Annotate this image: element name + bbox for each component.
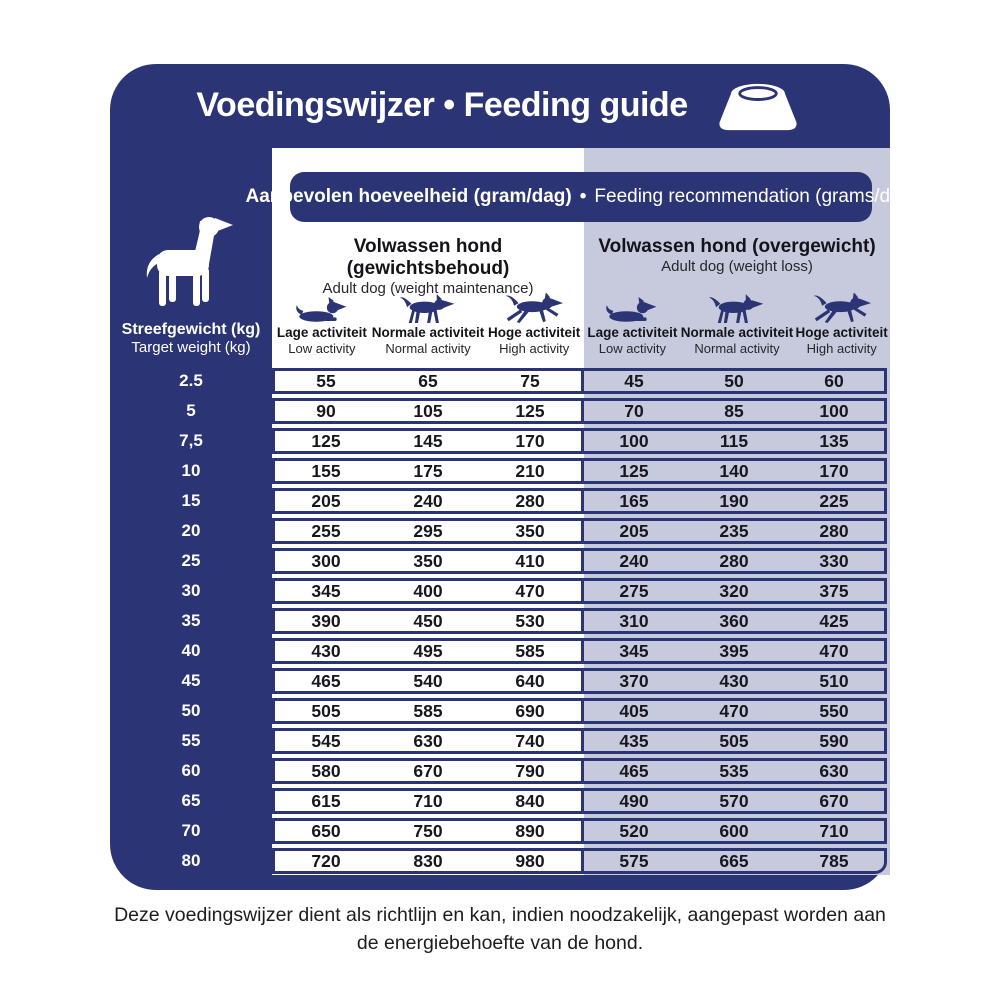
loss-value: 665 (719, 850, 749, 871)
maintenance-value: 255 (311, 520, 341, 541)
maintenance-value: 210 (515, 460, 545, 481)
maintenance-value: 615 (311, 790, 341, 811)
dog-bowl-icon (716, 82, 800, 132)
loss-value: 360 (719, 610, 749, 631)
maintenance-value: 790 (515, 760, 545, 781)
column-label-en: High activity (499, 341, 570, 356)
loss-values (581, 578, 887, 604)
table-row (110, 788, 890, 814)
loss-value: 140 (719, 460, 749, 481)
maintenance-value: 145 (413, 430, 443, 451)
loss-value: 115 (719, 430, 749, 451)
loss-value: 465 (619, 760, 649, 781)
banner-label-nl: Aanbevolen hoeveelheid (gram/dag) (245, 186, 572, 207)
column-label-nl: Lage activiteit (276, 325, 367, 340)
group-title-nl: Volwassen hond (gewichtsbehoud) (346, 236, 510, 279)
maintenance-value: 505 (311, 700, 341, 721)
banner-separator: • (579, 186, 587, 207)
maintenance-values (272, 578, 584, 604)
maintenance-value: 75 (520, 370, 540, 391)
loss-value: 590 (819, 730, 849, 751)
column-label-nl: Normale activiteit (371, 325, 485, 340)
maintenance-value: 470 (515, 580, 545, 601)
column-label-nl: Normale activiteit (680, 325, 794, 340)
standing-dog-icon (143, 212, 239, 312)
maintenance-value: 280 (515, 490, 545, 511)
table-row (110, 428, 890, 454)
weight-label: 45 (181, 671, 201, 690)
weight-label: 20 (181, 521, 201, 540)
maintenance-values (272, 728, 584, 754)
maintenance-values (272, 788, 584, 814)
loss-values (581, 848, 887, 874)
maintenance-value: 720 (311, 850, 341, 871)
loss-value: 100 (619, 430, 649, 451)
maintenance-value: 240 (413, 490, 443, 511)
loss-value: 345 (619, 640, 649, 661)
weight-label: 65 (181, 791, 201, 810)
loss-value: 275 (619, 580, 649, 601)
maintenance-value: 830 (413, 850, 443, 871)
loss-values (581, 488, 887, 514)
loss-value: 310 (619, 610, 649, 631)
loss-values (581, 518, 887, 544)
loss-value: 535 (719, 760, 749, 781)
loss-value: 60 (824, 370, 844, 391)
maintenance-value: 410 (515, 550, 545, 571)
column-label-nl: Hoge activiteit (795, 325, 888, 340)
maintenance-value: 640 (515, 670, 545, 691)
loss-values (581, 788, 887, 814)
table-row (110, 368, 890, 394)
weight-column-label-nl: Streefgewicht (kg) (121, 321, 261, 338)
column-label-en: High activity (806, 341, 877, 356)
maintenance-value: 300 (311, 550, 341, 571)
column-low-activity (272, 292, 372, 357)
weight-label: 55 (181, 731, 201, 750)
loss-value: 470 (719, 700, 749, 721)
maintenance-value: 585 (413, 700, 443, 721)
loss-value: 70 (624, 400, 644, 421)
maintenance-value: 175 (413, 460, 443, 481)
feeding-guide-card (110, 64, 917, 890)
column-low-activity (584, 292, 681, 357)
loss-value: 710 (819, 820, 849, 841)
table-row (110, 668, 890, 694)
loss-value: 435 (619, 730, 649, 751)
maintenance-value: 90 (316, 400, 336, 421)
column-high-activity (793, 292, 890, 357)
loss-value: 280 (719, 550, 749, 571)
weight-label: 7,5 (179, 431, 203, 450)
banner-label-en: Feeding recommendation (grams/day) (594, 186, 917, 207)
maintenance-value: 750 (413, 820, 443, 841)
maintenance-value: 465 (311, 670, 341, 691)
loss-values (581, 398, 887, 424)
maintenance-value: 710 (413, 790, 443, 811)
weight-label: 15 (181, 491, 201, 510)
column-label-nl: Hoge activiteit (488, 325, 581, 340)
running-dog-icon (505, 293, 563, 324)
maintenance-value: 345 (311, 580, 341, 601)
table-row (110, 458, 890, 484)
maintenance-values (272, 698, 584, 724)
maintenance-values (272, 848, 584, 874)
maintenance-value: 155 (311, 460, 341, 481)
loss-value: 225 (819, 490, 849, 511)
maintenance-value: 205 (311, 490, 341, 511)
maintenance-value: 450 (413, 610, 443, 631)
weight-column-header (110, 320, 272, 357)
loss-value: 470 (819, 640, 849, 661)
lying-dog-icon (606, 296, 658, 324)
weight-label: 35 (181, 611, 201, 630)
maintenance-values (272, 668, 584, 694)
weight-label: 5 (186, 401, 196, 420)
table-row (110, 818, 890, 844)
loss-value: 370 (619, 670, 649, 691)
maintenance-value: 840 (515, 790, 545, 811)
loss-value: 235 (719, 520, 749, 541)
group-title-en: Adult dog (weight maintenance) (322, 280, 534, 297)
maintenance-values (272, 458, 584, 484)
maintenance-values (272, 518, 584, 544)
table-row (110, 518, 890, 544)
maintenance-value: 55 (316, 370, 336, 391)
loss-value: 425 (819, 610, 849, 631)
maintenance-values (272, 398, 584, 424)
loss-value: 570 (719, 790, 749, 811)
weight-label: 50 (181, 701, 201, 720)
table-row (110, 608, 890, 634)
maintenance-values (272, 488, 584, 514)
group-headers (272, 236, 890, 298)
loss-value: 170 (819, 460, 849, 481)
lying-dog-icon (296, 296, 348, 324)
weight-label: 25 (181, 551, 201, 570)
maintenance-value: 630 (413, 730, 443, 751)
weight-label: 2.5 (179, 371, 203, 390)
loss-values (581, 698, 887, 724)
maintenance-value: 650 (311, 820, 341, 841)
loss-value: 375 (819, 580, 849, 601)
table-row (110, 398, 890, 424)
maintenance-value: 400 (413, 580, 443, 601)
maintenance-values (272, 368, 584, 394)
maintenance-value: 125 (515, 400, 545, 421)
maintenance-values (272, 428, 584, 454)
column-high-activity (484, 292, 584, 357)
weight-label: 70 (181, 821, 201, 840)
loss-values (581, 638, 887, 664)
column-label-en: Normal activity (694, 341, 780, 356)
group-header-maintenance (272, 236, 584, 298)
loss-values (581, 668, 887, 694)
maintenance-value: 890 (515, 820, 545, 841)
loss-value: 510 (819, 670, 849, 691)
maintenance-value: 540 (413, 670, 443, 691)
loss-value: 405 (619, 700, 649, 721)
maintenance-value: 690 (515, 700, 545, 721)
loss-values (581, 368, 887, 394)
maintenance-value: 585 (515, 640, 545, 661)
maintenance-value: 980 (515, 850, 545, 871)
loss-value: 125 (619, 460, 649, 481)
loss-value: 550 (819, 700, 849, 721)
column-normal-activity (681, 292, 794, 357)
walking-dog-icon (400, 294, 456, 324)
table-row (110, 758, 890, 784)
table-row (110, 488, 890, 514)
loss-value: 205 (619, 520, 649, 541)
maintenance-value: 430 (311, 640, 341, 661)
maintenance-value: 740 (515, 730, 545, 751)
loss-value: 45 (624, 370, 644, 391)
weight-label: 30 (181, 581, 201, 600)
loss-values (581, 548, 887, 574)
activity-column-headers (272, 292, 890, 357)
loss-value: 395 (719, 640, 749, 661)
maintenance-value: 350 (413, 550, 443, 571)
column-label-nl: Lage activiteit (587, 325, 678, 340)
loss-value: 240 (619, 550, 649, 571)
group-title-nl: Volwassen hond (overgewicht) (598, 236, 876, 257)
loss-value: 165 (619, 490, 649, 511)
column-label-en: Low activity (598, 341, 666, 356)
column-normal-activity (372, 292, 485, 357)
loss-value: 100 (819, 400, 849, 421)
loss-values (581, 458, 887, 484)
table-row (110, 848, 890, 874)
maintenance-values (272, 638, 584, 664)
maintenance-columns (272, 292, 584, 357)
maintenance-values (272, 758, 584, 784)
loss-value: 490 (619, 790, 649, 811)
maintenance-value: 125 (311, 430, 341, 451)
maintenance-value: 105 (413, 400, 443, 421)
feeding-table-rows (110, 368, 890, 874)
weight-column-label-en: Target weight (kg) (131, 339, 251, 356)
loss-value: 135 (819, 430, 849, 451)
footer-note: Deze voedingswijzer dient als richtlijn en kan, indien noodzakelijk, aangepast worden aan de energiebehoefte van de hond. (114, 904, 886, 954)
running-dog-icon (813, 293, 871, 324)
loss-value: 670 (819, 790, 849, 811)
loss-values (581, 428, 887, 454)
page-title: Voedingswijzer • Feeding guide (196, 86, 688, 124)
maintenance-value: 65 (418, 370, 438, 391)
maintenance-value: 170 (515, 430, 545, 451)
loss-value: 630 (819, 760, 849, 781)
loss-value: 50 (724, 370, 744, 391)
weight-label: 10 (181, 461, 201, 480)
loss-value: 430 (719, 670, 749, 691)
maintenance-value: 390 (311, 610, 341, 631)
table-row (110, 728, 890, 754)
group-title-en: Adult dog (weight loss) (661, 258, 813, 275)
maintenance-value: 295 (413, 520, 443, 541)
loss-value: 575 (619, 850, 649, 871)
column-label-en: Low activity (288, 341, 356, 356)
loss-value: 190 (719, 490, 749, 511)
maintenance-value: 670 (413, 760, 443, 781)
maintenance-values (272, 818, 584, 844)
maintenance-value: 495 (413, 640, 443, 661)
column-label-en: Normal activity (385, 341, 471, 356)
loss-values (581, 758, 887, 784)
maintenance-value: 545 (311, 730, 341, 751)
loss-values (581, 608, 887, 634)
loss-values (581, 728, 887, 754)
recommendation-banner (245, 172, 917, 222)
weight-label: 40 (181, 641, 201, 660)
loss-value: 320 (719, 580, 749, 601)
table-row (110, 548, 890, 574)
loss-value: 505 (719, 730, 749, 751)
loss-value: 330 (819, 550, 849, 571)
loss-value: 280 (819, 520, 849, 541)
weight-loss-columns (584, 292, 890, 357)
loss-value: 520 (619, 820, 649, 841)
maintenance-values (272, 548, 584, 574)
weight-label: 80 (181, 851, 201, 870)
loss-value: 85 (724, 400, 744, 421)
maintenance-value: 580 (311, 760, 341, 781)
walking-dog-icon (709, 294, 765, 324)
table-row (110, 578, 890, 604)
table-row (110, 638, 890, 664)
weight-label: 60 (181, 761, 201, 780)
table-row (110, 698, 890, 724)
group-header-weight-loss (584, 236, 890, 298)
loss-values (581, 818, 887, 844)
loss-value: 600 (719, 820, 749, 841)
maintenance-values (272, 608, 584, 634)
loss-value: 785 (819, 850, 849, 871)
maintenance-value: 530 (515, 610, 545, 631)
maintenance-value: 350 (515, 520, 545, 541)
